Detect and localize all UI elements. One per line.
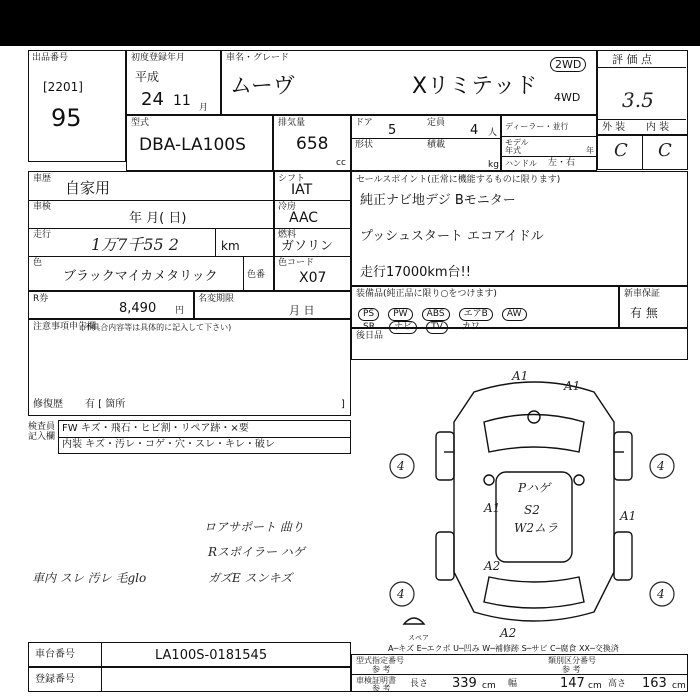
yen-unit: 円 <box>175 306 185 316</box>
r-ticket-value: 8,490 <box>119 301 157 316</box>
chassis-label: 車台番号 <box>35 649 75 660</box>
mark-a2-rear: A2 <box>500 626 517 640</box>
sales-line-2: プッシュスタート エコアイドル <box>360 229 544 244</box>
width-value: 147 <box>560 676 585 691</box>
color-no-label: 色番 <box>247 270 266 280</box>
fuel-value: ガソリン <box>281 239 334 254</box>
length-unit: cm <box>482 681 496 691</box>
shift-label: シフト <box>278 174 306 184</box>
inspection-value: 年 月( 日) <box>129 211 187 226</box>
shift-value: IAT <box>291 182 313 198</box>
class-no-label: 類別区分番号 <box>548 656 596 665</box>
ref-label-1: 参 考 <box>372 665 391 674</box>
lot-label: 出品番号 <box>32 53 69 63</box>
capacity-label: 定員 <box>427 118 446 128</box>
door-label: ドア <box>355 118 373 128</box>
history-label: 車歴 <box>33 174 52 184</box>
lot-box <box>28 50 126 162</box>
ext-label: 外 装 <box>602 122 626 133</box>
name-label: 車名・グレード <box>226 53 290 63</box>
hand-note-3: 車内 スレ 汚レ 毛glo <box>32 571 147 585</box>
doors: 5 <box>388 123 397 138</box>
car-damage-diagram <box>384 362 684 642</box>
equipment-box <box>351 286 619 332</box>
equip-leather: カワ <box>461 322 480 332</box>
model-year-label-2: 年式 <box>505 146 521 155</box>
drive-4wd: 4WD <box>554 91 581 104</box>
car-name: ムーヴ <box>230 74 295 99</box>
history-value: 自家用 <box>65 179 111 197</box>
expiry-label: 名変期限 <box>198 294 235 304</box>
lot-number: 95 <box>51 104 82 132</box>
new-car-value: 有 無 <box>630 306 658 320</box>
mark-4-fl: 4 <box>397 459 405 473</box>
score-label: 評 価 点 <box>612 53 652 66</box>
width-unit: cm <box>588 681 602 691</box>
mark-a2-left: A2 <box>484 559 501 573</box>
score-value: 3.5 <box>622 88 654 112</box>
ref-label-2: 参 考 <box>562 665 581 674</box>
hand-note-1: ロアサポート 曲り <box>204 520 304 534</box>
cc-unit: cc <box>336 158 346 168</box>
chassis-box <box>28 642 351 667</box>
capacity-unit: 人 <box>488 128 498 138</box>
kg-unit: kg <box>488 160 499 170</box>
expiry-box <box>194 291 351 319</box>
int-grade: C <box>658 140 672 161</box>
drive-2wd: 2WD <box>550 57 586 72</box>
height-label: 高さ <box>608 679 627 689</box>
mileage-value: 1万7千55 2 <box>91 235 179 254</box>
expiry-value: 月 日 <box>289 304 315 317</box>
shape-label: 形状 <box>355 140 374 150</box>
door-box <box>351 115 501 171</box>
model-year-label: モデル <box>505 138 529 147</box>
notice-label: 注意事項申告欄 <box>33 322 97 332</box>
damage-legend: A─キズ E─エクボ U─凹み W─補修跡 S─サビ C─腐食 XX─交換済 <box>388 644 619 653</box>
hand-note-4: ガズE スンキズ <box>208 571 293 585</box>
mark-4-fr: 4 <box>657 459 665 473</box>
mark-s2: S2 <box>524 503 540 517</box>
hand-note-2: Rスポイラー ハゲ <box>208 545 305 559</box>
inspector-label: 検査員記入欄 <box>28 422 56 442</box>
ext-grade: C <box>614 140 628 161</box>
mark-a1-right: A1 <box>620 509 637 523</box>
reg-month: 11 <box>173 93 191 109</box>
name-box <box>221 50 597 115</box>
color-label: 色 <box>33 258 43 268</box>
width-label: 幅 <box>508 679 518 689</box>
spec-left-box <box>28 171 274 291</box>
first-reg-label: 初度登録年月 <box>131 53 186 63</box>
era: 平成 <box>135 70 160 84</box>
score-box <box>597 50 688 135</box>
year-unit: 年 <box>586 146 594 155</box>
displacement-label: 排気量 <box>278 118 306 128</box>
sales-point-box <box>351 171 688 286</box>
dealer-label: ディーラー・並行 <box>505 122 569 131</box>
int-label: 内 装 <box>646 122 670 133</box>
mark-4-rl: 4 <box>397 587 405 601</box>
dimensions-box <box>351 654 688 692</box>
type-no-label: 型式指定番号 <box>356 656 404 665</box>
car-outline <box>404 382 632 624</box>
sales-title: セールスポイント(正常に機能するものに限ります) <box>356 175 561 185</box>
equip-airbag: エアB <box>459 308 493 321</box>
registration-label: 登録番号 <box>35 674 75 685</box>
ac-value: AAC <box>289 210 319 226</box>
color-code-label: 色コード <box>278 258 315 268</box>
sales-line-3: 走行17000km台!! <box>360 265 471 280</box>
mileage-label: 走行 <box>33 230 52 240</box>
new-car-label: 新車保証 <box>624 289 661 299</box>
equip-sr: SR <box>363 322 375 332</box>
mark-p-roof: Pハゲ <box>518 481 551 495</box>
color-code-value: X07 <box>299 270 327 286</box>
length-label: 長さ <box>410 679 429 689</box>
later-label: 後日品 <box>356 331 384 341</box>
fuel-label: 燃料 <box>278 230 297 240</box>
model: DBA-LA100S <box>139 135 246 155</box>
spec-mid-box <box>274 171 351 291</box>
spare-label: スペア <box>408 634 429 642</box>
equip-aw: AW <box>502 308 527 321</box>
lot-code: [2201] <box>43 80 83 94</box>
chassis-number: LA100S-0181545 <box>155 648 268 663</box>
dealer-box <box>501 115 597 171</box>
reg-year: 24 <box>141 89 164 110</box>
km-unit: km <box>221 239 240 253</box>
r-ticket-label: R券 <box>33 294 49 304</box>
repair-value: 有 [ 箇所 <box>85 399 126 410</box>
length-value: 339 <box>452 676 477 691</box>
equipment-title: 装備品(純正品に限り○をつけます) <box>356 289 497 299</box>
height-unit: cm <box>672 681 686 691</box>
notice-sub: (不具合内容等は具体的に記入して下さい) <box>81 323 232 332</box>
grade: Xリミテッド <box>412 74 538 99</box>
mark-w2: W2ムラ <box>514 521 558 535</box>
top-black-bar <box>0 0 700 46</box>
equip-navi: ナビ <box>389 321 417 334</box>
equip-tv: TV <box>426 321 448 334</box>
registration-box <box>28 667 351 692</box>
cert-label: 車検証明書 <box>356 676 396 685</box>
displacement: 658 <box>296 134 329 154</box>
model-box <box>126 115 273 171</box>
mark-a1-hood: A1 <box>564 379 581 393</box>
ac-label: 冷房 <box>278 202 297 212</box>
grade-box <box>597 135 688 170</box>
capacity: 4 <box>470 123 479 138</box>
load-label: 積載 <box>427 140 446 150</box>
mark-a1-left: A1 <box>484 501 501 515</box>
mark-a1-front: A1 <box>512 369 529 383</box>
equip-ps: PS <box>358 308 379 321</box>
height-value: 163 <box>642 676 667 691</box>
inspector-rows <box>58 420 351 454</box>
handle-label: ハンドル <box>505 159 537 168</box>
inspection-label: 車検 <box>33 202 52 212</box>
equip-pw: PW <box>388 308 412 321</box>
new-car-warranty-box <box>619 286 688 328</box>
mark-4-rr: 4 <box>657 587 665 601</box>
handle-value: 左・右 <box>548 158 576 168</box>
interior-row: 内装 キズ・汚レ・コゲ・穴・スレ・キレ・破レ <box>62 439 275 450</box>
sales-line-1: 純正ナビ地デジ Bモニター <box>360 193 516 208</box>
r-ticket-box <box>28 291 194 319</box>
repair-bracket-close: ] <box>341 399 345 410</box>
ref-label-3: 参 考 <box>372 684 391 693</box>
notice-box <box>28 319 351 416</box>
auction-sheet <box>28 50 688 695</box>
model-label: 型式 <box>131 118 150 128</box>
displacement-box <box>273 115 351 171</box>
fw-row: FW キズ・飛石・ヒビ割・リペア跡・×要 <box>62 423 249 434</box>
first-reg-box <box>126 50 221 115</box>
month-unit: 月 <box>199 103 209 113</box>
later-items-box <box>351 328 688 360</box>
equip-abs: ABS <box>422 308 450 321</box>
color-value: ブラックマイカメタリック <box>63 269 218 284</box>
repair-label: 修復歴 <box>33 399 63 410</box>
